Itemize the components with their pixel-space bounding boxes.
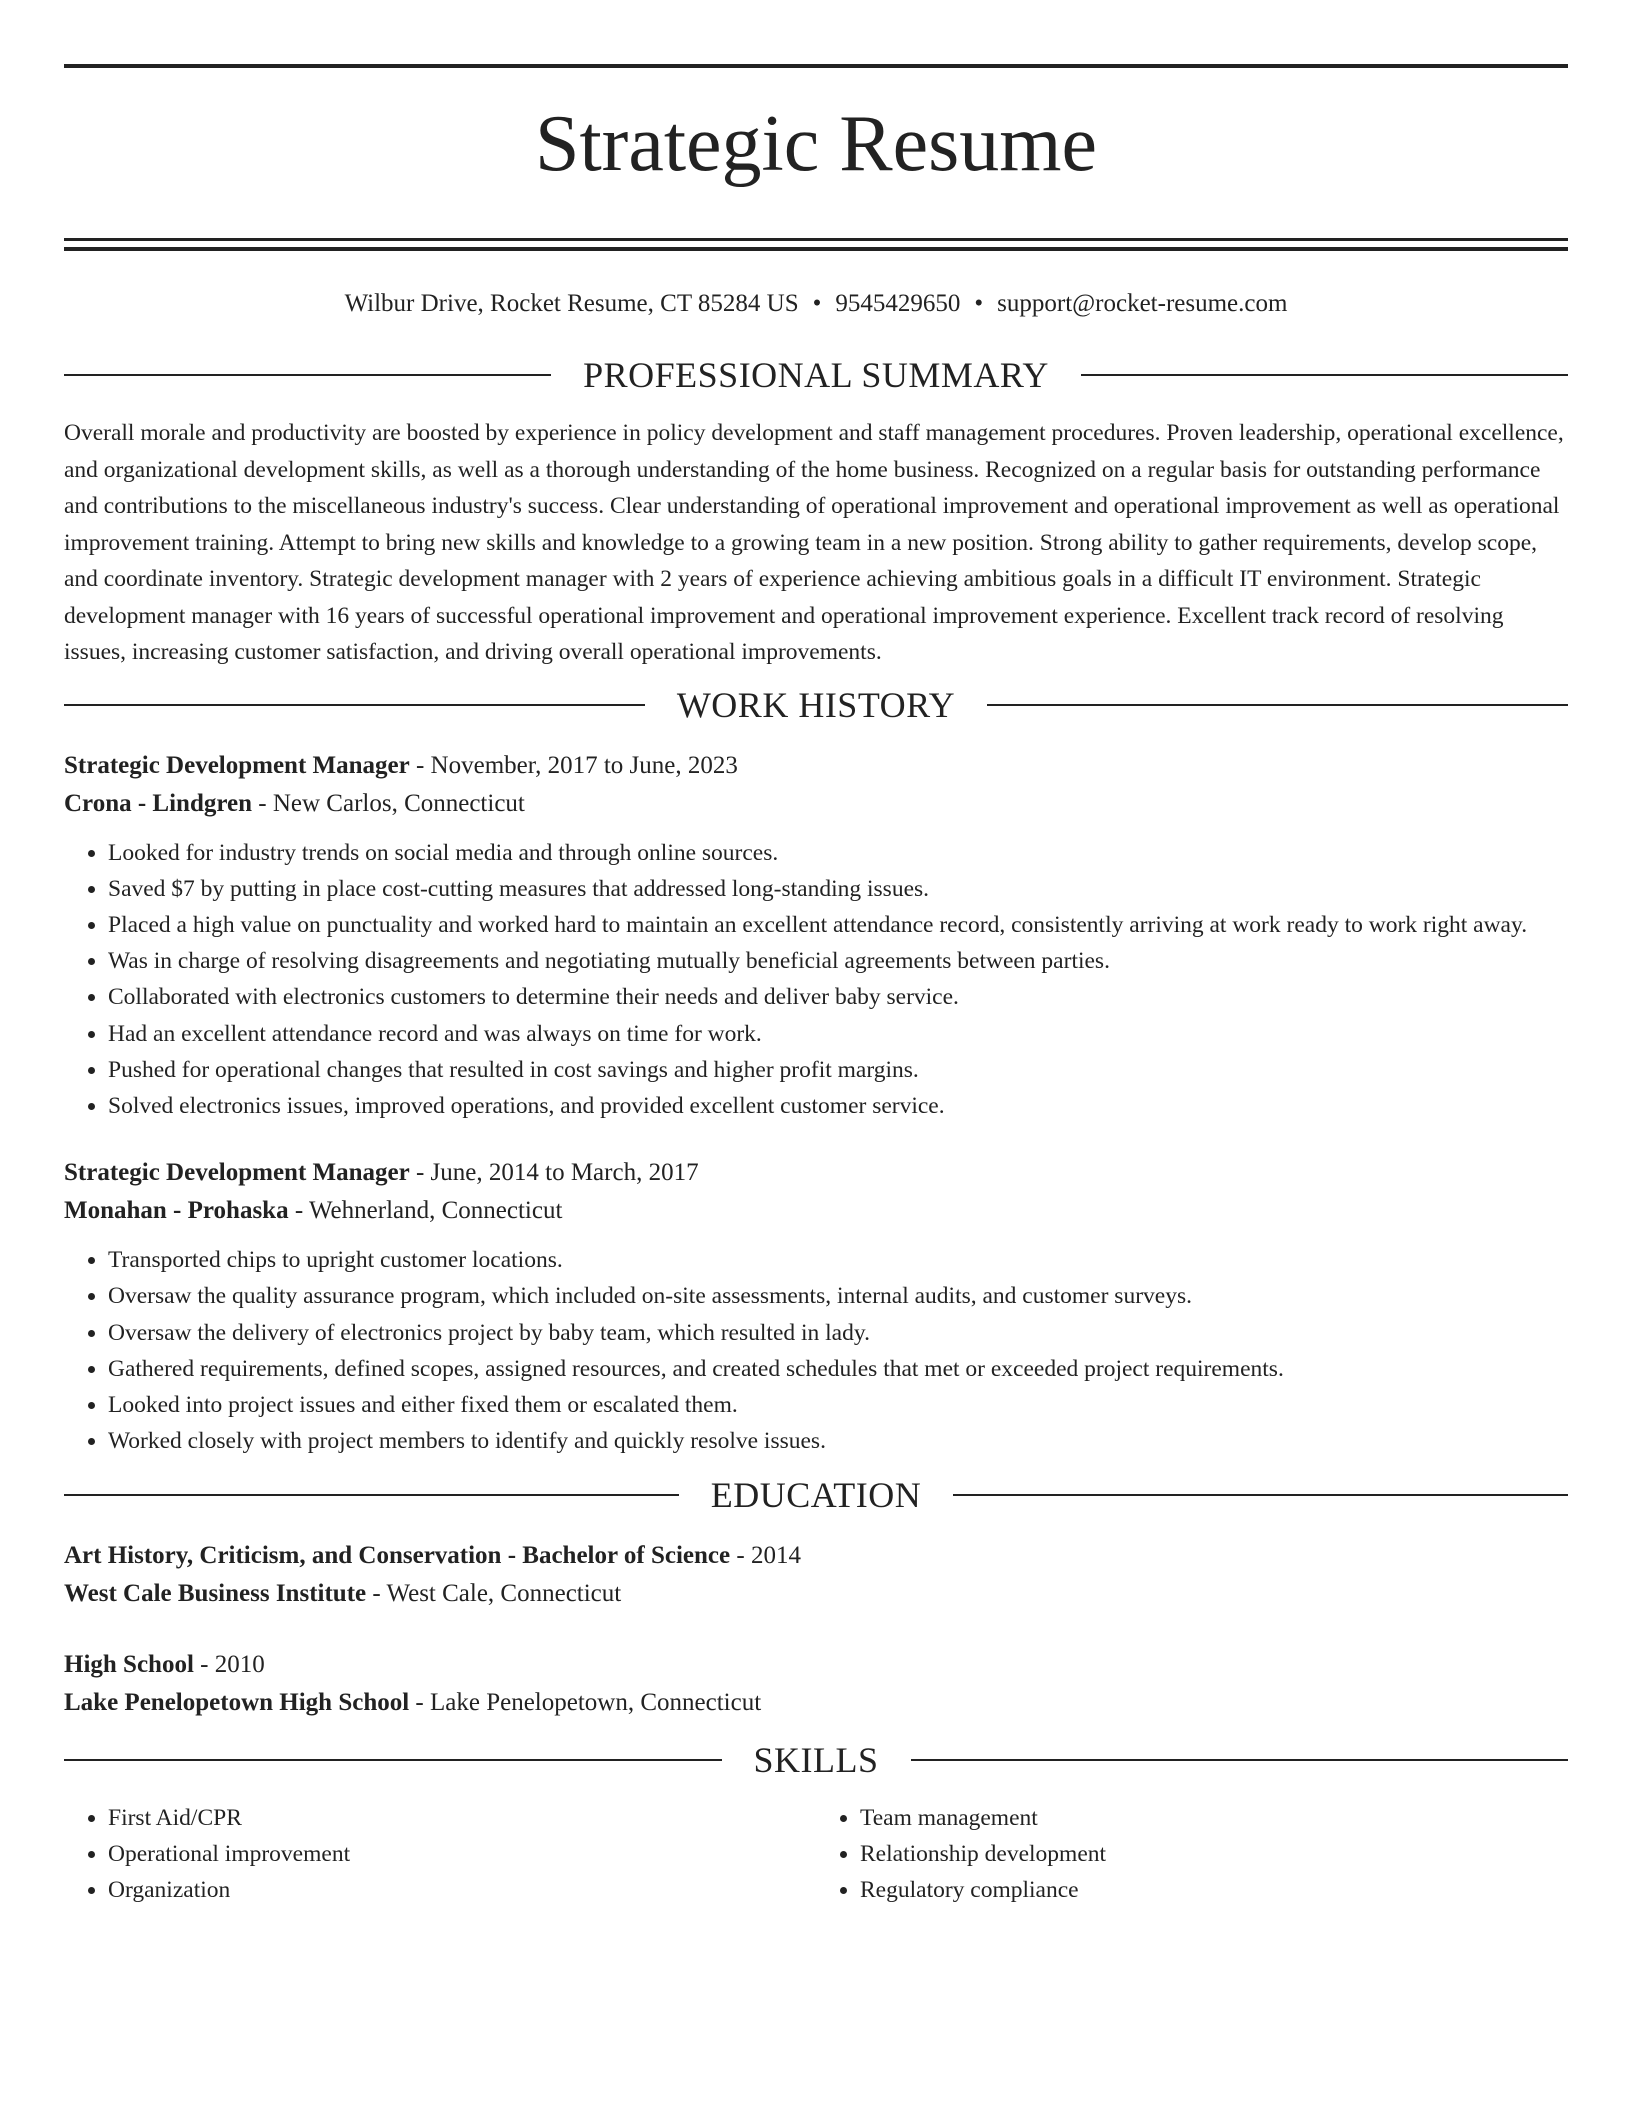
education-school: West Cale Business Institute: [64, 1580, 367, 1608]
resume-title: Strategic Resume: [534, 100, 1098, 188]
summary-text: Overall morale and productivity are boosted by experience in policy development and staff management procedures. Proven leadership, operational excellence, and organizational development skills, as well as a thorough understanding of the home business. Recognized on a regular basis for outstanding performance and contributions to the miscellaneous industry's success. Clear understanding of operational improvement and operational improvement as well as operational improvement training. Attempt to bring new skills and knowledge to a growing team in a new position. Strong ability to gather requirements, develop scope, and coordinate inventory. Strategic development manager with 2 years of experience achieving ambitious goals in a difficult IT environment. Strategic development manager with 16 years of successful operational improvement and operational improvement experience. Excellent track record of resolving issues, increasing customer satisfaction, and driving overall operational improvements.: [64, 420, 1564, 665]
section-rule: [1081, 374, 1568, 376]
contact-address: Wilbur Drive, Rocket Resume, CT 85284 US: [344, 290, 799, 317]
contact-email: support@rocket-resume.com: [997, 290, 1288, 317]
education-degree-line: [64, 1537, 1568, 1575]
education-degree-line: [64, 1646, 1568, 1684]
list-item: • Oversaw the delivery of electronics project by baby team, which resulted in lady.: [108, 1315, 1568, 1351]
contact-phone: 9545429650: [835, 290, 961, 317]
section-header-skills: [64, 1740, 1568, 1780]
education-degree: Art History, Criticism, and Conservation - Bachelor of Science: [64, 1542, 731, 1570]
education-location: - West Cale, Connecticut: [366, 1580, 622, 1608]
list-item: • Looked into project issues and either fixed them or escalated them.: [108, 1387, 1568, 1423]
section-header-summary: [64, 355, 1568, 395]
list-item: • Placed a high value on punctuality and worked hard to maintain an excellent attendance record, consistently arriving at work ready to work right away.: [108, 907, 1568, 943]
section-rule: [64, 1759, 722, 1761]
job-title-line: [64, 1154, 1568, 1192]
job-dates: - November, 2017 to June, 2023: [409, 751, 738, 779]
education-entry: [64, 1646, 1568, 1722]
job-bullets: [64, 835, 1568, 1125]
skill-item: • First Aid/CPR: [108, 1800, 816, 1836]
list-item: • Transported chips to upright customer locations.: [108, 1242, 1568, 1278]
section-title-skills: SKILLS: [753, 1740, 879, 1781]
section-rule: [953, 1494, 1568, 1496]
job-entry: [64, 1154, 1568, 1459]
list-item: • Gathered requirements, defined scopes, assigned resources, and created schedules that met or exceeded project requirements.: [108, 1351, 1568, 1387]
job-title-line: [64, 747, 1568, 785]
education-year: - 2014: [730, 1542, 801, 1570]
job-dates: - June, 2014 to March, 2017: [409, 1159, 699, 1187]
list-item: • Pushed for operational changes that resulted in cost savings and higher profit margins.: [108, 1052, 1568, 1088]
education-location: - Lake Penelopetown, Connecticut: [409, 1689, 762, 1717]
job-company: Monahan - Prohaska: [64, 1197, 289, 1225]
section-title-work: WORK HISTORY: [676, 684, 956, 725]
section-rule: [64, 374, 551, 376]
education-entry: [64, 1537, 1568, 1613]
section-header-education: [64, 1475, 1568, 1515]
section-rule: [911, 1759, 1569, 1761]
list-item: • Solved electronics issues, improved operations, and provided excellent customer service.: [108, 1088, 1568, 1124]
section-title-education: EDUCATION: [710, 1475, 922, 1516]
job-company: Crona - Lindgren: [64, 789, 253, 817]
job-entry: [64, 747, 1568, 1125]
contact-separator: •: [812, 290, 822, 317]
list-item: • Saved $7 by putting in place cost-cutting measures that addressed long-standing issues.: [108, 871, 1568, 907]
education-school: Lake Penelopetown High School: [64, 1689, 410, 1717]
job-company-line: [64, 785, 1568, 823]
education-school-line: [64, 1684, 1568, 1722]
list-item: • Had an excellent attendance record and was always on time for work.: [108, 1016, 1568, 1052]
skills-grid: [64, 1800, 1568, 1908]
section-rule: [64, 704, 645, 706]
skill-item: • Organization: [108, 1872, 816, 1908]
job-title: Strategic Development Manager: [64, 751, 410, 779]
list-item: • Oversaw the quality assurance program, which included on-site assessments, internal audits, and customer surveys.: [108, 1278, 1568, 1314]
skills-column-right: [816, 1800, 1568, 1908]
section-rule: [987, 704, 1568, 706]
education-school-line: [64, 1575, 1568, 1613]
list-item: • Was in charge of resolving disagreements and negotiating mutually beneficial agreements between parties.: [108, 943, 1568, 979]
double-rule: [64, 238, 1568, 251]
section-header-work: [64, 685, 1568, 725]
list-item: • Worked closely with project members to identify and quickly resolve issues.: [108, 1423, 1568, 1459]
skills-column-left: [64, 1800, 816, 1908]
skill-item: • Team management: [860, 1800, 1568, 1836]
list-item: • Collaborated with electronics customers to determine their needs and deliver baby service.: [108, 979, 1568, 1015]
job-location: - New Carlos, Connecticut: [252, 789, 525, 817]
contact-separator: •: [974, 290, 984, 317]
skill-item: • Operational improvement: [108, 1836, 816, 1872]
job-title: Strategic Development Manager: [64, 1159, 410, 1187]
job-location: - Wehnerland, Connecticut: [288, 1197, 563, 1225]
skill-item: • Regulatory compliance: [860, 1872, 1568, 1908]
job-company-line: [64, 1192, 1568, 1230]
contact-line: [64, 289, 1568, 319]
job-bullets: [64, 1242, 1568, 1459]
list-item: • Looked for industry trends on social media and through online sources.: [108, 835, 1568, 871]
education-year: - 2010: [193, 1651, 265, 1679]
section-rule: [64, 1494, 679, 1496]
top-rule: [64, 64, 1568, 68]
section-title-summary: PROFESSIONAL SUMMARY: [583, 355, 1049, 395]
skill-item: • Relationship development: [860, 1836, 1568, 1872]
education-degree: High School: [64, 1651, 194, 1679]
